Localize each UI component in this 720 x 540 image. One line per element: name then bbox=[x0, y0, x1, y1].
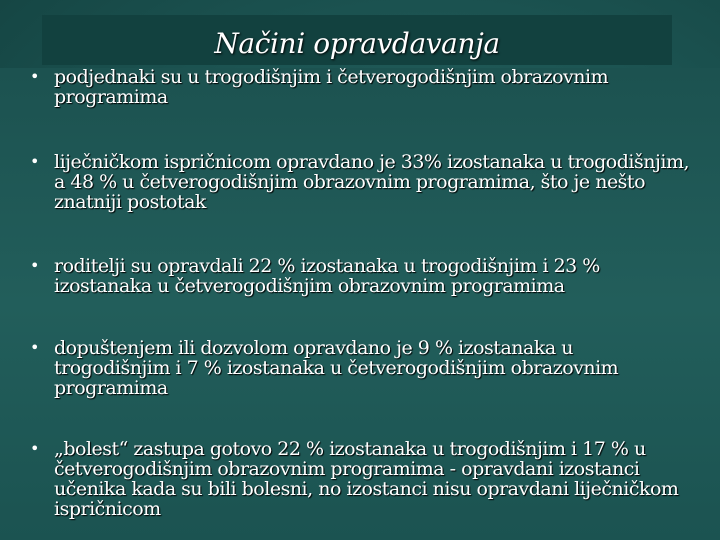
title-bar bbox=[42, 15, 672, 65]
bullet-text: roditelji su opravdali 22 % izostanaka u trogodišnjim i 23 % izostanaka u četverogodišnjim obrazovnim programima bbox=[54, 255, 600, 297]
bullet-text: liječničkom ispričnicom opravdano je 33% izostanaka u trogodišnjim, a 48 % u četverogodišnjim obrazovnim programima, što je nešto znatniji postotak bbox=[54, 151, 689, 213]
bullet-dot-icon: • bbox=[30, 256, 40, 275]
slide-title: Načini opravdavanja bbox=[214, 27, 500, 60]
bullet-text: dopuštenjem ili dozvolom opravdano je 9 % izostanaka u trogodišnjim i 7 % izostanaka u četverogodišnjim obrazovnim programima bbox=[54, 337, 619, 399]
bullet-dot-icon: • bbox=[30, 67, 40, 86]
bullet-dot-icon: • bbox=[30, 152, 40, 171]
bullet-dot-icon: • bbox=[30, 439, 40, 458]
bullet-text: podjednaki su u trogodišnjim i četverogodišnjim obrazovnim programima bbox=[54, 66, 609, 108]
bullet-text: „bolest“ zastupa gotovo 22 % izostanaka u trogodišnjim i 17 % u četverogodišnjim obrazovnim programima - opravdani izostanci učenika kada su bili bolesni, no izostanci nisu opravdani liječničkom ispričnicom bbox=[54, 438, 679, 520]
bullet-dot-icon: • bbox=[30, 338, 40, 357]
